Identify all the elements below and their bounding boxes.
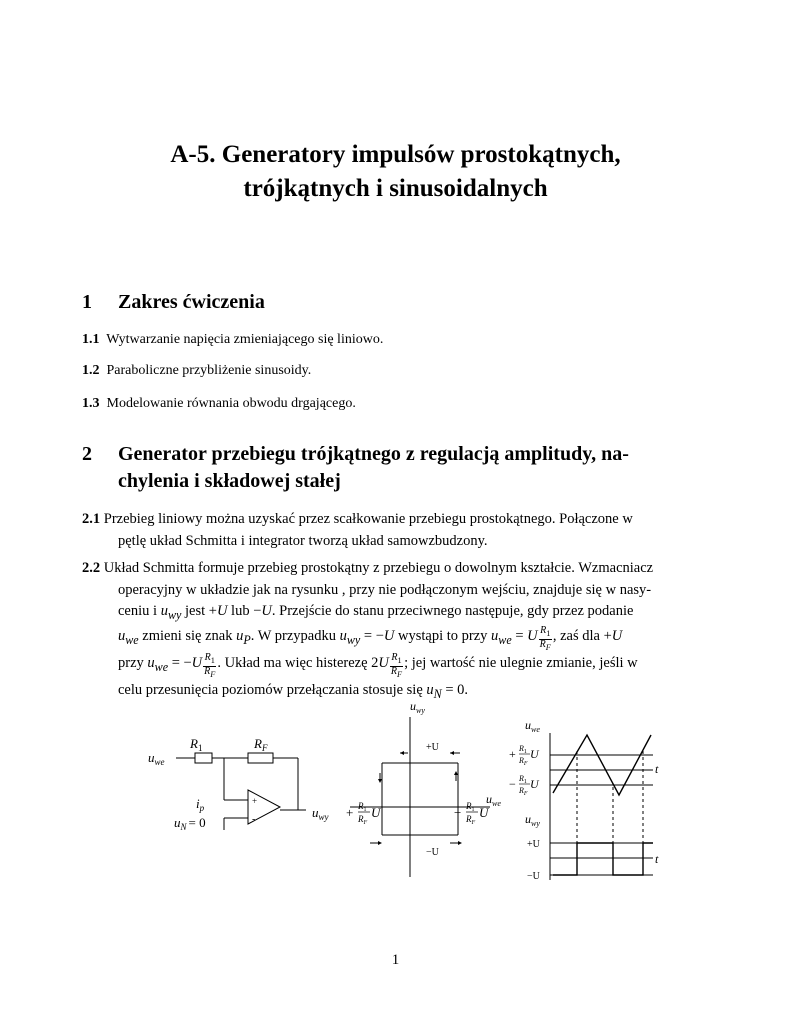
svg-text:−: − (509, 777, 516, 791)
section-2-heading (82, 441, 702, 495)
waveform-input-t-label: t (655, 762, 659, 776)
schmitt-circuit-diagram (140, 728, 350, 858)
paragraph-line: przy $u_{we} = -U$ $\frac{R_1}{R_F}$ . Układ ma więc histerezę 2U $\frac{R_1}{R_F}$ ; jej wartość nie ulegnie zmianie, jeśli w (118, 652, 638, 680)
hysteresis-label-uwy: $u_{wy}$ (410, 699, 425, 715)
op-amp-plus: + (252, 796, 258, 806)
hysteresis-label-minus-u: −U (426, 847, 439, 858)
waveform-label-uwy: $u_{wy}$ (525, 812, 540, 828)
section-number: 1 (82, 291, 92, 313)
square-wave (553, 843, 653, 875)
subsection-number: 1.2 (82, 363, 100, 378)
circuit-label-uwy: $u_{wy}$ (312, 805, 329, 822)
section-title: Zakres ćwiczenia (118, 291, 265, 313)
hysteresis-left-threshold (346, 801, 382, 826)
circuit-label-r1: $R_1$ (190, 736, 203, 753)
svg-text:RF: $R_F$ (519, 756, 528, 767)
waveform-output-plus-u: +U (527, 839, 540, 850)
paragraph-line: Przebieg liniowy można uzyskać przez scałkowanie przebiegu prostokątnego. Połączone w (103, 511, 633, 527)
subsection-1-2 (82, 361, 311, 380)
paragraph-line: Układ Schmitta formuje przebieg prostokątny z przebiegu o dowolnym kształcie. Wzmacniacz (103, 560, 654, 576)
op-amp-minus: - (252, 814, 256, 825)
svg-text:U: U (530, 777, 539, 791)
section-1-heading (82, 289, 702, 316)
hysteresis-label-plus-u: +U (426, 742, 439, 753)
waveform-diagram (505, 715, 665, 890)
paragraph-line: operacyjny w układzie jak na rysunku , przy nie podłączonym wejściu, znajduje się w nasy- (118, 581, 652, 598)
subsection-1-3 (82, 394, 356, 413)
waveform-output-t-label: t (655, 852, 659, 866)
subsection-text: Paraboliczne przybliżenie sinusoidy. (106, 363, 312, 378)
subsection-text: Wytwarzanie napięcia zmieniającego się liniowo. (106, 332, 384, 347)
subsection-1-1 (82, 330, 383, 349)
page-number: 1 (391, 952, 400, 968)
paragraph-2-2 (82, 558, 687, 706)
svg-text:R1: $R_1$ (519, 774, 527, 785)
svg-text:+: + (509, 747, 516, 761)
waveform-output-minus-u: −U (527, 871, 540, 882)
subsection-number: 1.1 (82, 332, 100, 347)
subsection-number: 1.3 (82, 396, 100, 411)
page-title (0, 138, 791, 206)
title-line-1: A-5. Generatory impulsów prostokątnych, (170, 141, 621, 168)
circuit-label-rf: $R_F$ (254, 736, 268, 753)
paragraph-line: pętlę układ Schmitta i integrator tworzą układ samowzbudzony. (118, 532, 488, 549)
paragraph-line: ceniu i $u_{wy}$ jest +U lub −U. Przejście do stanu przeciwnego następuje, gdy przez podanie (118, 603, 634, 622)
waveform-minus-threshold (509, 774, 540, 797)
svg-text:RF: $R_F$ (358, 814, 368, 826)
svg-text:R1: $R_1$ (519, 744, 527, 755)
triangle-wave (553, 735, 651, 795)
paragraph-line: celu przesunięcia poziomów przełączania stosuje się $u_N = 0$. (118, 682, 469, 702)
svg-text:−: − (454, 805, 462, 820)
paragraph-number: 2.2 (82, 560, 101, 576)
svg-text:RF: $R_F$ (519, 786, 528, 797)
svg-text:R1: $R_1$ (466, 801, 475, 813)
paragraph-number: 2.1 (82, 511, 101, 527)
waveform-plus-threshold (509, 744, 540, 767)
hysteresis-diagram (340, 695, 510, 885)
hysteresis-label-uwe: $u_{we}$ (486, 792, 501, 808)
hysteresis-right-threshold (454, 801, 490, 826)
title-line-2: trójkątnych i sinusoidalnych (243, 175, 548, 202)
paragraph-2-1 (82, 509, 687, 552)
circuit-label-ip: $i_p$ (196, 796, 205, 813)
subsection-text: Modelowanie równania obwodu drgającego. (106, 396, 356, 411)
resistor-rf (248, 753, 273, 763)
svg-text:U: U (371, 805, 381, 820)
section-number: 2 (82, 443, 92, 465)
section-title-line-2: chylenia i składowej stałej (118, 470, 341, 492)
svg-text:U: U (479, 805, 489, 820)
svg-text:U: U (530, 747, 539, 761)
waveform-label-uwe: $u_{we}$ (525, 718, 540, 734)
svg-text:RF: $R_F$ (466, 814, 476, 826)
resistor-r1 (195, 753, 212, 763)
circuit-label-uwe: $u_{we}$ (148, 750, 165, 767)
svg-text:+: + (346, 805, 354, 820)
paragraph-line: $u_{we}$ zmieni się znak $u_P$. W przypadku $u_{wy} = -U$ wystąpi to przy $u_{we} = U$ $\frac{R_1}{R_F}$ , zaś dla +U (118, 625, 623, 653)
section-title-line-1: Generator przebiegu trójkątnego z regulacją amplitudy, na- (118, 443, 629, 465)
circuit-label-un: $u_N = 0$ (174, 815, 206, 832)
svg-text:R1: $R_1$ (358, 801, 367, 813)
